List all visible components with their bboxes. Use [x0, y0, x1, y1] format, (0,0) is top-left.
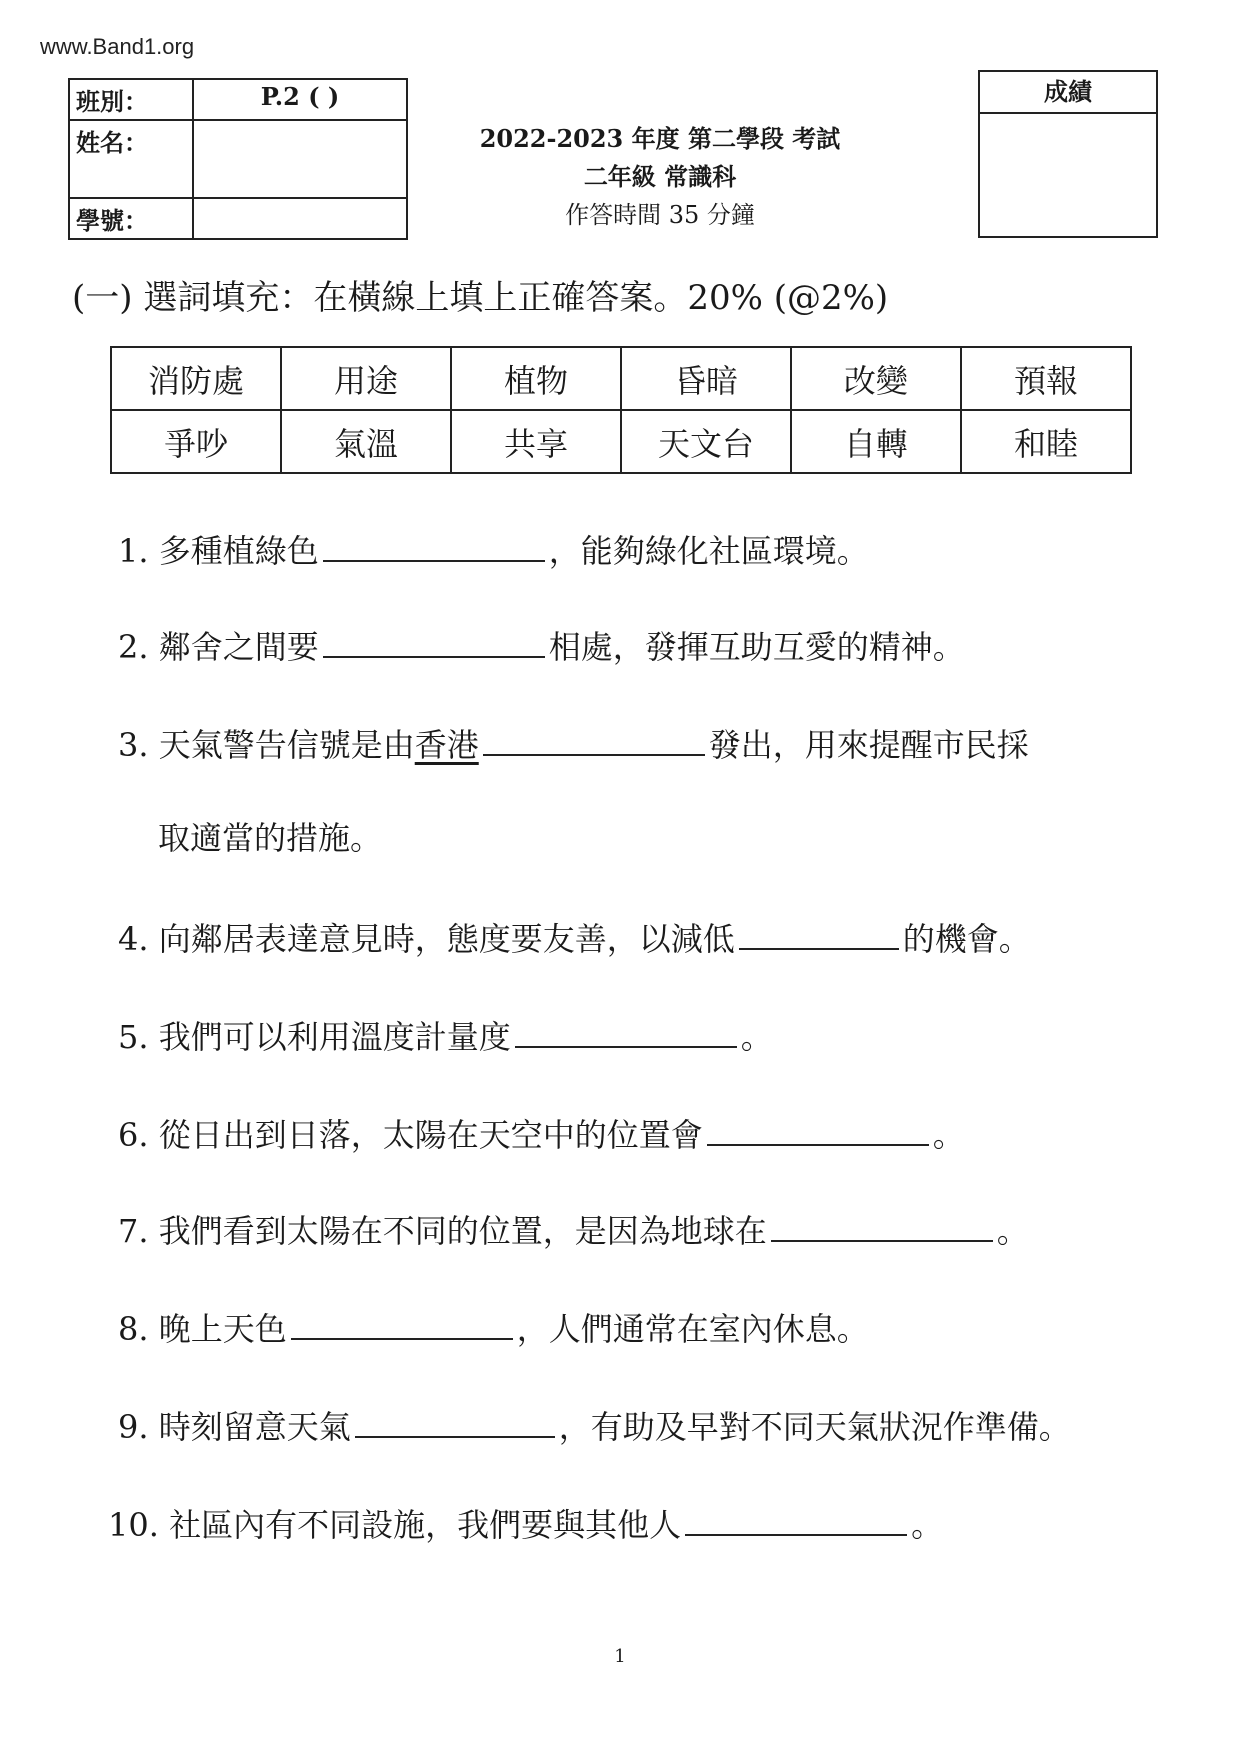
question-text: 相處，發揮互助互愛的精神。 — [548, 628, 965, 666]
answer-blank[interactable] — [771, 1210, 993, 1242]
question-8 — [118, 1308, 869, 1349]
word-bank-cell: 共享 — [451, 410, 621, 473]
question-text: 從日出到日落，太陽在天空中的位置會 — [158, 1116, 703, 1154]
question-6 — [118, 1114, 965, 1155]
question-number: 7. — [118, 1212, 149, 1250]
question-text: ，能夠綠化社區環境。 — [548, 532, 869, 570]
question-1 — [118, 530, 869, 571]
question-number: 5. — [118, 1018, 149, 1056]
answer-blank[interactable] — [323, 626, 545, 658]
exam-header — [440, 120, 880, 234]
score-label: 成績 — [980, 72, 1156, 114]
question-underlined-text: 香港 — [414, 726, 479, 764]
exam-year-term: 2022-2023 年度 第二學段 考試 — [479, 124, 841, 153]
question-number: 1. — [118, 532, 149, 570]
word-bank-cell: 植物 — [451, 347, 621, 410]
question-text: 我們可以利用溫度計量度 — [158, 1018, 511, 1056]
page-number: 1 — [614, 1646, 626, 1667]
question-number: 8. — [118, 1310, 149, 1348]
score-box — [978, 70, 1158, 238]
answer-blank[interactable] — [707, 1114, 929, 1146]
question-text: 我們看到太陽在不同的位置，是因為地球在 — [158, 1212, 767, 1250]
question-text: 晚上天色 — [158, 1310, 287, 1348]
question-number: 6. — [118, 1116, 149, 1154]
question-text: 時刻留意天氣 — [158, 1408, 351, 1446]
question-text: 。 — [996, 1212, 1029, 1250]
student-number-label: 學號： — [69, 198, 193, 239]
name-field[interactable] — [193, 120, 407, 198]
question-text: 鄰舍之間要 — [158, 628, 319, 666]
question-number: 9. — [118, 1408, 149, 1446]
section-title: (一) 選詞填充：在橫線上填上正確答案。20% (@2%) — [72, 278, 889, 318]
question-10 — [108, 1504, 943, 1545]
word-bank-cell: 和睦 — [961, 410, 1131, 473]
question-3 — [118, 724, 1029, 765]
answer-blank[interactable] — [323, 530, 545, 562]
word-bank-cell: 預報 — [961, 347, 1131, 410]
word-bank-cell: 改變 — [791, 347, 961, 410]
question-text: 天氣警告信號是由 — [158, 726, 415, 764]
question-text: 。 — [932, 1116, 965, 1154]
question-text: ，有助及早對不同天氣狀況作準備。 — [558, 1408, 1071, 1446]
question-number: 10. — [108, 1506, 159, 1544]
word-bank-cell: 自轉 — [791, 410, 961, 473]
score-field[interactable] — [980, 114, 1156, 234]
question-4 — [118, 918, 1031, 959]
question-text: 的機會。 — [902, 920, 1031, 958]
question-text: 。 — [911, 1506, 944, 1544]
question-2 — [118, 626, 965, 667]
answer-blank[interactable] — [483, 724, 705, 756]
class-value: P.2 ( ) — [193, 79, 407, 120]
word-bank-cell: 用途 — [281, 347, 451, 410]
word-bank-cell: 消防處 — [111, 347, 281, 410]
exam-grade-subject: 二年級 常識科 — [583, 162, 737, 191]
name-label: 姓名： — [69, 120, 193, 198]
answer-blank[interactable] — [355, 1406, 555, 1438]
question-3-continued: 取適當的措施。 — [158, 819, 383, 857]
question-text: 發出，用來提醒市民採 — [708, 726, 1029, 764]
question-5 — [118, 1016, 773, 1057]
word-bank-cell: 天文台 — [621, 410, 791, 473]
question-text: 多種植綠色 — [158, 532, 319, 570]
answer-blank[interactable] — [515, 1016, 737, 1048]
word-bank-cell: 爭吵 — [111, 410, 281, 473]
answer-blank[interactable] — [291, 1308, 513, 1340]
student-info-table — [68, 78, 408, 240]
class-label: 班別： — [69, 79, 193, 120]
word-bank-table — [110, 346, 1132, 474]
word-bank-cell: 昏暗 — [621, 347, 791, 410]
answer-blank[interactable] — [739, 918, 899, 950]
exam-duration: 作答時間 35 分鐘 — [565, 201, 755, 229]
question-9 — [118, 1406, 1071, 1447]
question-text: 向鄰居表達意見時，態度要友善，以減低 — [158, 920, 735, 958]
answer-blank[interactable] — [685, 1504, 907, 1536]
question-text: 。 — [740, 1018, 773, 1056]
question-number: 4. — [118, 920, 149, 958]
student-number-field[interactable] — [193, 198, 407, 239]
question-text: ，人們通常在室內休息。 — [516, 1310, 869, 1348]
question-7 — [118, 1210, 1029, 1251]
question-number: 3. — [118, 726, 149, 764]
word-bank-cell: 氣溫 — [281, 410, 451, 473]
question-number: 2. — [118, 628, 149, 666]
site-url: www.Band1.org — [40, 34, 195, 59]
question-text: 社區內有不同設施，我們要與其他人 — [169, 1506, 682, 1544]
